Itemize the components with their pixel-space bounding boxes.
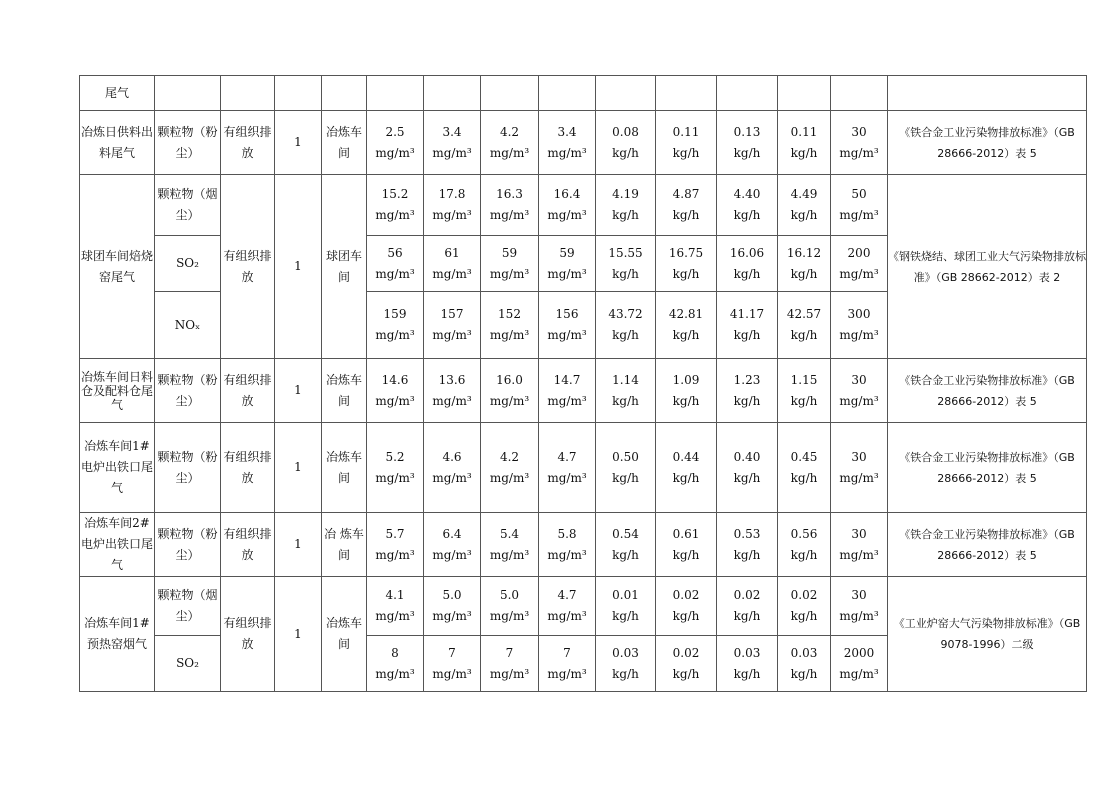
value-cell: 5.8 mg/m³ <box>539 513 596 577</box>
limit-cell: 200 mg/m³ <box>831 236 888 292</box>
source-cell: 冶炼车间日料仓及配料仓尾气 <box>80 359 155 423</box>
value-cell <box>367 76 424 111</box>
standard-cell: 《铁合金工业污染物排放标准》（GB 28666-2012）表 5 <box>888 359 1087 423</box>
value-cell: 5.2 mg/m³ <box>367 423 424 513</box>
value-cell: 14.7 mg/m³ <box>539 359 596 423</box>
value-cell: 3.4 mg/m³ <box>424 111 481 175</box>
value-cell <box>778 76 831 111</box>
value-cell: 0.01 kg/h <box>596 577 656 636</box>
source-cell: 冶炼车间2#电炉出铁口尾气 <box>80 513 155 577</box>
pollutant-cell: 颗粒物（粉尘） <box>155 359 221 423</box>
pollutant-cell: SO₂ <box>155 636 221 692</box>
pollutant-cell: 颗粒物（烟尘） <box>155 577 221 636</box>
location-cell: 冶 炼车间 <box>322 513 367 577</box>
value-cell: 0.02 kg/h <box>656 577 717 636</box>
count-cell: 1 <box>275 359 322 423</box>
source-cell: 冶炼车间1#电炉出铁口尾气 <box>80 423 155 513</box>
standard-cell <box>888 76 1087 111</box>
value-cell <box>596 76 656 111</box>
value-cell: 16.0 mg/m³ <box>481 359 539 423</box>
mode-cell: 有组织排放 <box>221 423 275 513</box>
value-cell: 7 mg/m³ <box>539 636 596 692</box>
pollutant-cell: 颗粒物（粉尘） <box>155 423 221 513</box>
value-cell: 1.09 kg/h <box>656 359 717 423</box>
value-cell: 42.57 kg/h <box>778 292 831 359</box>
value-cell: 4.49 kg/h <box>778 175 831 236</box>
value-cell: 14.6 mg/m³ <box>367 359 424 423</box>
value-cell: 0.02 kg/h <box>656 636 717 692</box>
location-cell: 冶炼车间 <box>322 423 367 513</box>
value-cell: 13.6 mg/m³ <box>424 359 481 423</box>
value-cell: 7 mg/m³ <box>481 636 539 692</box>
value-cell: 3.4 mg/m³ <box>539 111 596 175</box>
count-cell: 1 <box>275 175 322 359</box>
value-cell: 7 mg/m³ <box>424 636 481 692</box>
table-row <box>80 175 1087 236</box>
value-cell: 15.55 kg/h <box>596 236 656 292</box>
value-cell: 159 mg/m³ <box>367 292 424 359</box>
value-cell: 0.11 kg/h <box>656 111 717 175</box>
count-cell: 1 <box>275 111 322 175</box>
limit-cell: 30 mg/m³ <box>831 359 888 423</box>
standard-cell: 《工业炉窑大气污染物排放标准》（GB 9078-1996）二级 <box>888 577 1087 692</box>
count-cell: 1 <box>275 577 322 692</box>
limit-cell: 30 mg/m³ <box>831 423 888 513</box>
value-cell: 59 mg/m³ <box>481 236 539 292</box>
value-cell: 0.03 kg/h <box>717 636 778 692</box>
value-cell: 5.4 mg/m³ <box>481 513 539 577</box>
value-cell: 6.4 mg/m³ <box>424 513 481 577</box>
location-cell <box>322 76 367 111</box>
value-cell: 0.02 kg/h <box>778 577 831 636</box>
value-cell: 1.14 kg/h <box>596 359 656 423</box>
mode-cell: 有组织排放 <box>221 111 275 175</box>
pollutant-cell <box>155 76 221 111</box>
limit-cell: 300 mg/m³ <box>831 292 888 359</box>
pollutant-cell: 颗粒物（粉尘） <box>155 111 221 175</box>
value-cell: 5.7 mg/m³ <box>367 513 424 577</box>
value-cell: 17.8 mg/m³ <box>424 175 481 236</box>
value-cell: 1.15 kg/h <box>778 359 831 423</box>
value-cell <box>656 76 717 111</box>
value-cell: 0.56 kg/h <box>778 513 831 577</box>
value-cell: 4.87 kg/h <box>656 175 717 236</box>
location-cell: 冶炼车间 <box>322 111 367 175</box>
pollutant-cell: SO₂ <box>155 236 221 292</box>
value-cell: 43.72 kg/h <box>596 292 656 359</box>
source-cell: 球团车间焙烧窑尾气 <box>80 175 155 359</box>
value-cell: 42.81 kg/h <box>656 292 717 359</box>
pollutant-cell: 颗粒物（粉尘） <box>155 513 221 577</box>
count-cell: 1 <box>275 513 322 577</box>
value-cell: 15.2 mg/m³ <box>367 175 424 236</box>
value-cell: 16.06 kg/h <box>717 236 778 292</box>
value-cell: 0.61 kg/h <box>656 513 717 577</box>
value-cell: 16.12 kg/h <box>778 236 831 292</box>
table-row <box>80 76 1087 111</box>
standard-cell: 《铁合金工业污染物排放标准》（GB 28666-2012）表 5 <box>888 111 1087 175</box>
source-cell: 冶炼日供料出料尾气 <box>80 111 155 175</box>
emission-monitoring-table <box>79 75 1087 692</box>
value-cell: 2.5 mg/m³ <box>367 111 424 175</box>
value-cell: 0.54 kg/h <box>596 513 656 577</box>
value-cell: 4.7 mg/m³ <box>539 577 596 636</box>
value-cell: 157 mg/m³ <box>424 292 481 359</box>
location-cell: 冶炼车间 <box>322 577 367 692</box>
limit-cell: 30 mg/m³ <box>831 111 888 175</box>
limit-cell: 30 mg/m³ <box>831 577 888 636</box>
value-cell: 156 mg/m³ <box>539 292 596 359</box>
limit-cell: 50 mg/m³ <box>831 175 888 236</box>
limit-cell: 2000 mg/m³ <box>831 636 888 692</box>
value-cell: 16.4 mg/m³ <box>539 175 596 236</box>
value-cell: 0.53 kg/h <box>717 513 778 577</box>
value-cell: 0.02 kg/h <box>717 577 778 636</box>
standard-cell: 《铁合金工业污染物排放标准》（GB 28666-2012）表 5 <box>888 423 1087 513</box>
location-cell: 球团车间 <box>322 175 367 359</box>
table-row <box>80 111 1087 175</box>
value-cell: 0.45 kg/h <box>778 423 831 513</box>
value-cell: 0.13 kg/h <box>717 111 778 175</box>
table-row <box>80 423 1087 513</box>
value-cell: 4.6 mg/m³ <box>424 423 481 513</box>
value-cell: 0.44 kg/h <box>656 423 717 513</box>
value-cell: 0.50 kg/h <box>596 423 656 513</box>
location-cell: 冶炼车间 <box>322 359 367 423</box>
value-cell: 16.75 kg/h <box>656 236 717 292</box>
standard-cell: 《铁合金工业污染物排放标准》（GB 28666-2012）表 5 <box>888 513 1087 577</box>
mode-cell: 有组织排放 <box>221 513 275 577</box>
value-cell: 0.03 kg/h <box>778 636 831 692</box>
value-cell: 152 mg/m³ <box>481 292 539 359</box>
value-cell <box>481 76 539 111</box>
value-cell: 4.40 kg/h <box>717 175 778 236</box>
mode-cell: 有组织排放 <box>221 175 275 359</box>
value-cell: 8 mg/m³ <box>367 636 424 692</box>
count-cell <box>275 76 322 111</box>
table-row <box>80 577 1087 636</box>
value-cell: 0.03 kg/h <box>596 636 656 692</box>
value-cell: 1.23 kg/h <box>717 359 778 423</box>
limit-cell: 30 mg/m³ <box>831 513 888 577</box>
value-cell: 4.19 kg/h <box>596 175 656 236</box>
mode-cell: 有组织排放 <box>221 577 275 692</box>
mode-cell <box>221 76 275 111</box>
value-cell <box>831 76 888 111</box>
value-cell: 61 mg/m³ <box>424 236 481 292</box>
source-cell: 冶炼车间1#预热窑烟气 <box>80 577 155 692</box>
count-cell: 1 <box>275 423 322 513</box>
pollutant-cell: NOₓ <box>155 292 221 359</box>
value-cell <box>717 76 778 111</box>
source-cell: 尾气 <box>80 76 155 111</box>
pollutant-cell: 颗粒物（烟尘） <box>155 175 221 236</box>
value-cell: 0.08 kg/h <box>596 111 656 175</box>
mode-cell: 有组织排放 <box>221 359 275 423</box>
value-cell: 4.7 mg/m³ <box>539 423 596 513</box>
value-cell <box>424 76 481 111</box>
value-cell: 4.2 mg/m³ <box>481 111 539 175</box>
value-cell: 4.2 mg/m³ <box>481 423 539 513</box>
value-cell: 16.3 mg/m³ <box>481 175 539 236</box>
value-cell: 56 mg/m³ <box>367 236 424 292</box>
value-cell: 4.1 mg/m³ <box>367 577 424 636</box>
table-row <box>80 359 1087 423</box>
value-cell: 0.11 kg/h <box>778 111 831 175</box>
value-cell: 5.0 mg/m³ <box>424 577 481 636</box>
value-cell <box>539 76 596 111</box>
value-cell: 59 mg/m³ <box>539 236 596 292</box>
value-cell: 0.40 kg/h <box>717 423 778 513</box>
standard-cell: 《钢铁烧结、球团工业大气污染物排放标准》（GB 28662-2012）表 2 <box>888 175 1087 359</box>
value-cell: 41.17 kg/h <box>717 292 778 359</box>
value-cell: 5.0 mg/m³ <box>481 577 539 636</box>
table-row <box>80 513 1087 577</box>
